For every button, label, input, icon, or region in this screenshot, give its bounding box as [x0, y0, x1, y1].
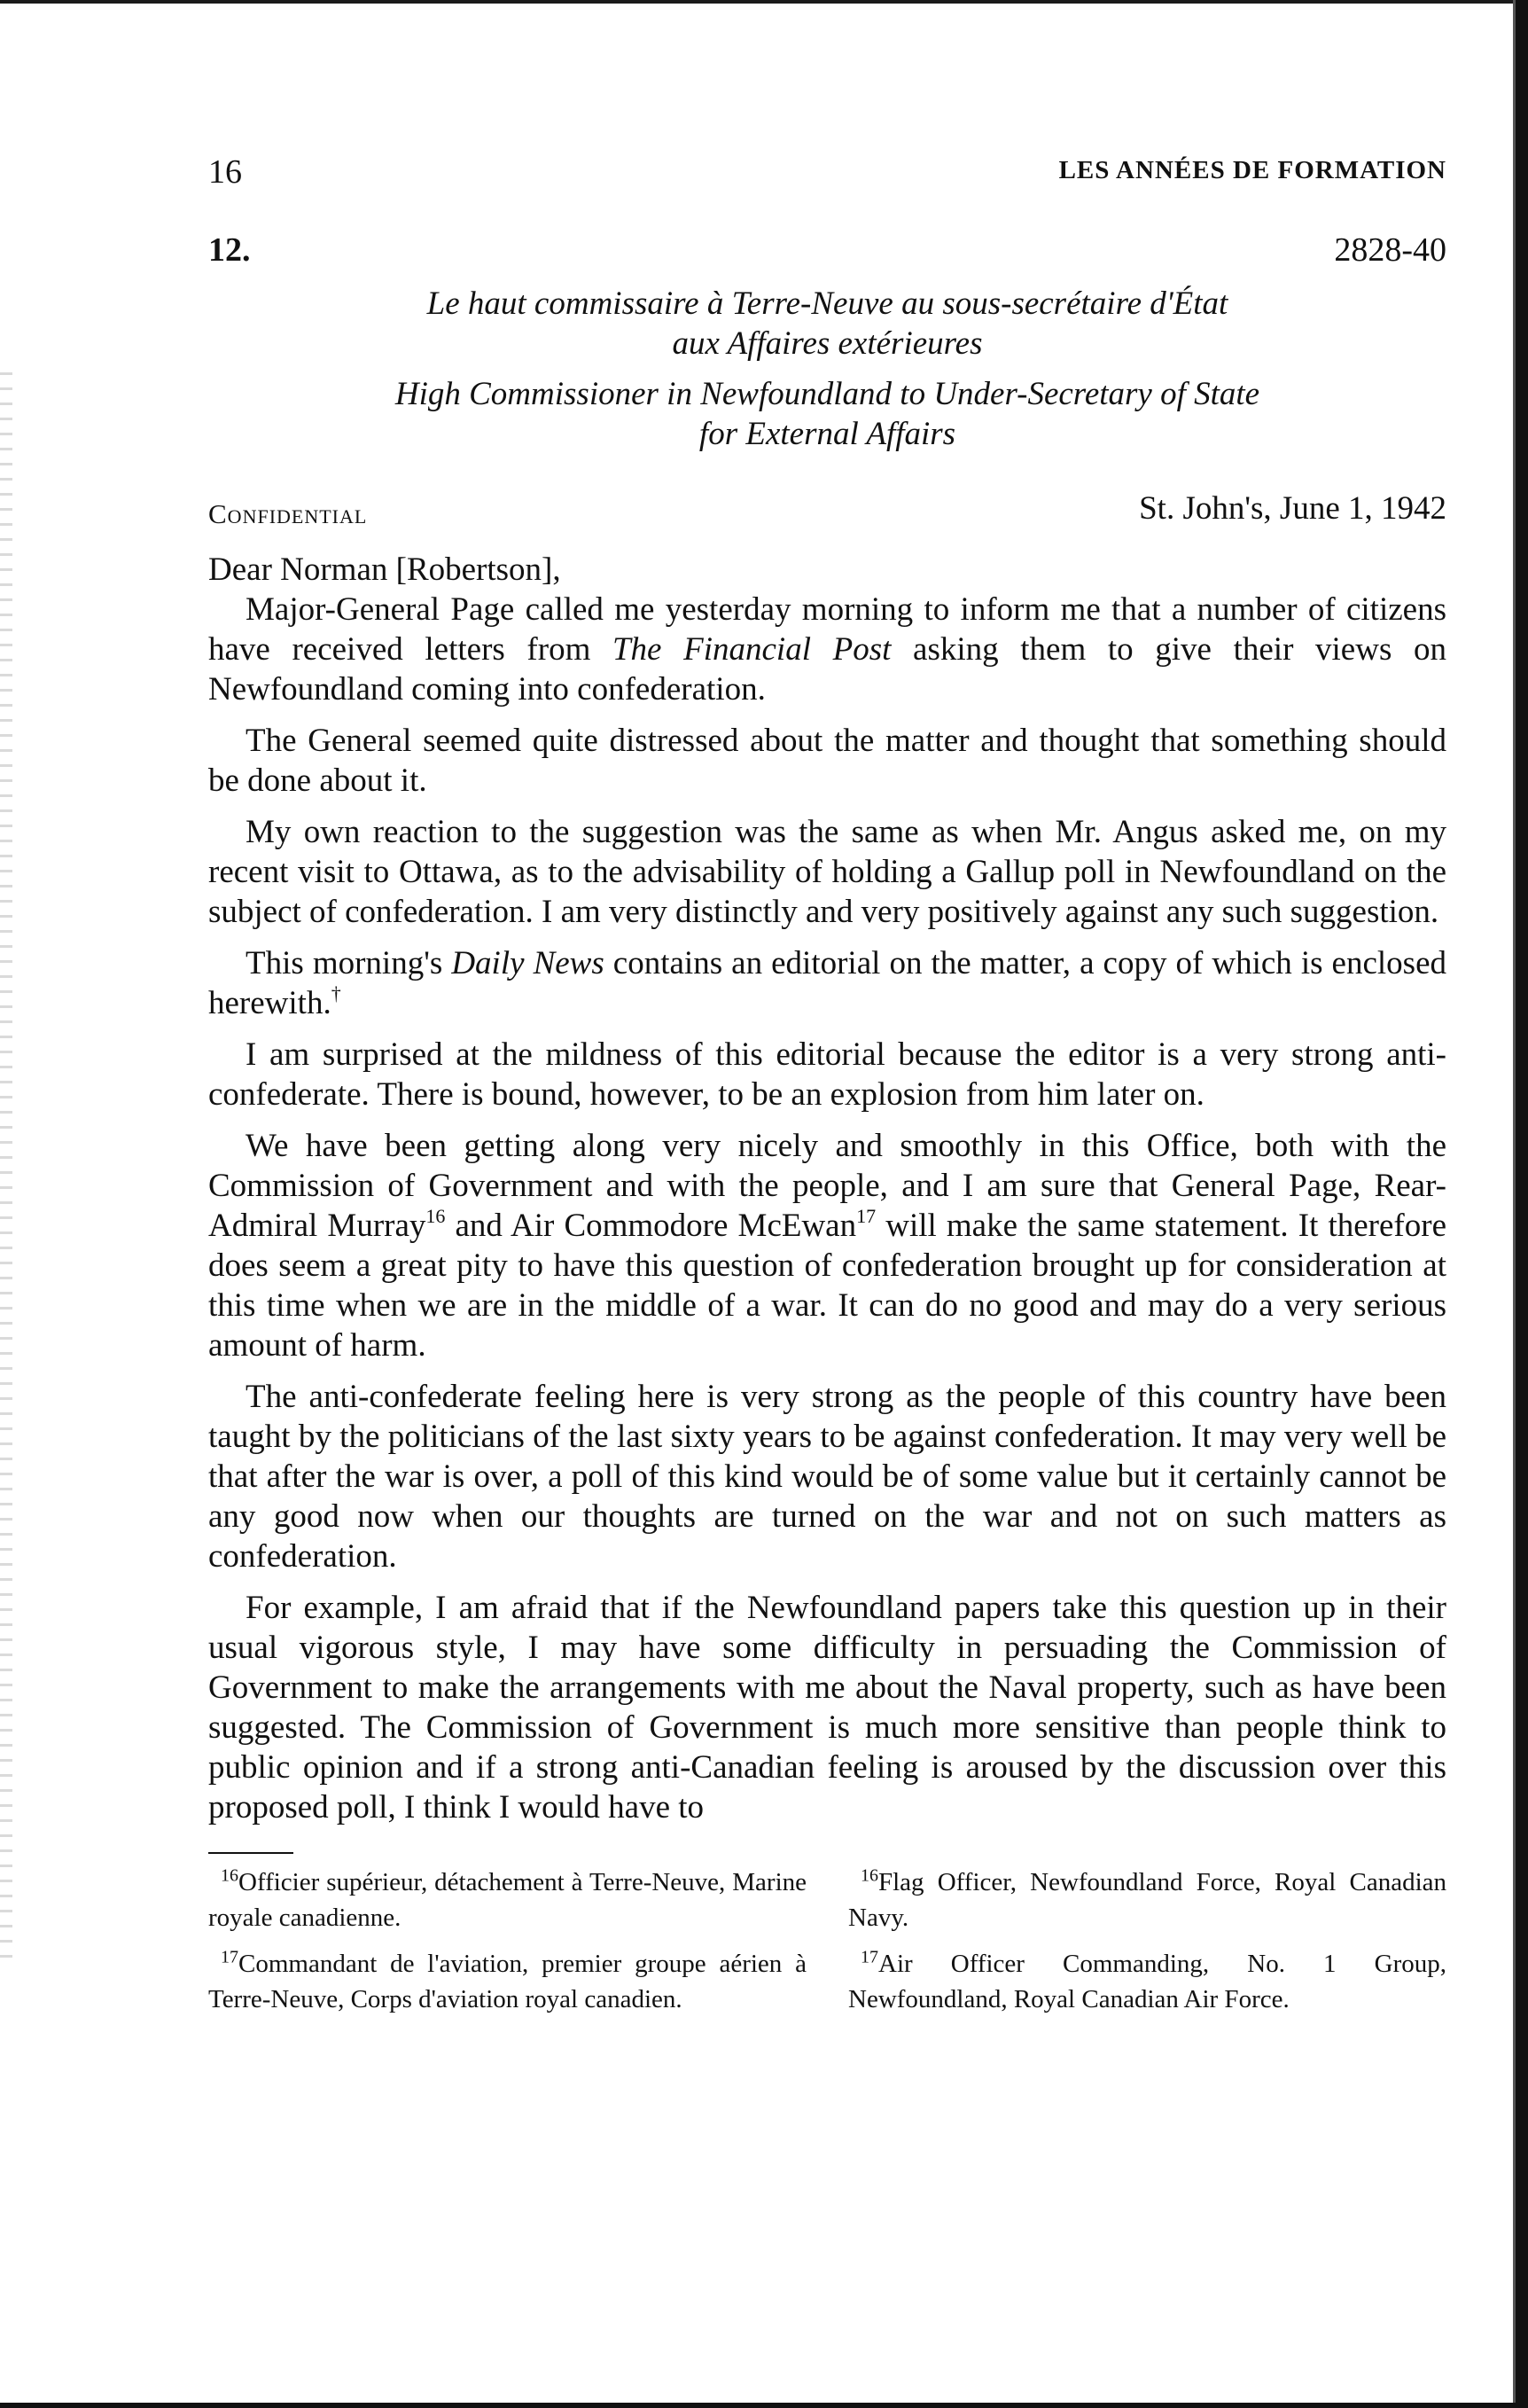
body-paragraph: I am surprised at the mildness of this editorial because the editor is a very strong anti-confederate. There is bound, however, to be an explosion from him later on.	[208, 1036, 1446, 1113]
body-paragraph: This morning's Daily News contains an editorial on the matter, a copy of which is enclosed herewith.†	[208, 945, 1447, 1021]
heading-fr-line: Le haut commissaire à Terre-Neuve au sous-secrétaire d'État	[426, 285, 1228, 322]
scan-right-edge	[1516, 0, 1528, 2408]
body-paragraph: The General seemed quite distressed about the matter and thought that something should be done about it.	[208, 723, 1446, 799]
file-reference: 2828-40	[1334, 231, 1446, 269]
body-paragraph: The anti-confederate feeling here is very strong as the people of this country have been taught by the politicians of the last sixty years to be against confederation. It may very well be that after the war is over, a poll of this kind would be of some value but it certainly cannot be any good now when our thoughts are turned on the war and not on such matters as confederation.	[208, 1379, 1446, 1575]
heading-en-line: for External Affairs	[698, 416, 956, 452]
scan-top-edge	[0, 0, 1528, 4]
footnote: $^{17}$Air Officer Commanding, No. 1 Group, Newfoundland, Royal Canadian Air Force.	[848, 1947, 1446, 2013]
letter-meta	[208, 489, 1446, 543]
footnotes	[208, 1865, 1446, 2028]
publication-title: Daily News	[451, 945, 604, 981]
footnotes-english	[848, 1865, 1446, 2028]
footnote: $^{17}$Commandant de l'aviation, premier groupe aérien à Terre-Neuve, Corps d'aviation royal canadien.	[208, 1947, 807, 2013]
footnote-ref: 16	[425, 1204, 446, 1227]
document-heading	[208, 284, 1446, 454]
place-date: St. John's, June 1, 1942	[1139, 490, 1446, 527]
body-paragraph: For example, I am afraid that if the Newfoundland papers take this question up in their usual vigorous style, I may have some difficulty in persuading the Commission of Government to make the arrangements with me about the Naval property, such as have been suggested. The Commission of Government is much more sensitive than people think to public opinion and if a strong anti-Canadian feeling is aroused by the discussion over this proposed poll, I think I would have to	[208, 1590, 1446, 1826]
body-paragraph: My own reaction to the suggestion was the same as when Mr. Angus asked me, on my recent visit to Ottawa, as to the advisability of holding a Gallup poll in Newfoundland on the subject of confederation. I am very distinctly and very positively against any such suggestion.	[208, 814, 1446, 930]
classification-label: Confidential	[208, 498, 368, 529]
document-header	[208, 231, 1446, 284]
footnote-rule	[208, 1852, 293, 1854]
document-number: 12.	[208, 231, 251, 269]
salutation: Dear Norman [Robertson],	[208, 551, 561, 588]
enclosure-mark: †	[331, 981, 341, 1005]
heading-en-line: High Commissioner in Newfoundland to Under-Secretary of State	[394, 376, 1260, 412]
scan-bottom-edge	[0, 2403, 1528, 2408]
document-page	[208, 142, 1446, 2028]
footnote-ref: 17	[856, 1204, 877, 1227]
body-paragraph: We have been getting along very nicely and smoothly in this Office, both with the Commission of Government and with the people, and I am sure that General Page, Rear-Admiral Murray$^{16}$ and Air Commodore McEwan$^{17}$ will make the same statement. It therefore does seem a great pity to have this question of confederation brought up for consideration at this time when we are in the middle of a war. It can do no good and may do a very serious amount of harm.	[208, 1128, 1446, 1364]
publication-title: The Financial Post	[612, 631, 892, 668]
footnote: $^{16}$Flag Officer, Newfoundland Force, Royal Canadian Navy.	[848, 1865, 1446, 1932]
running-title: LES ANNÉES DE FORMATION	[1058, 156, 1446, 184]
footnotes-french	[208, 1865, 807, 2028]
page-number: 16	[208, 153, 242, 191]
footnote: $^{16}$Officier supérieur, détachement à Terre-Neuve, Marine royale canadienne.	[208, 1865, 807, 1932]
heading-fr-line: aux Affaires extérieures	[672, 325, 983, 362]
letter-body	[208, 590, 1446, 1827]
body-paragraph: Major-General Page called me yesterday morning to inform me that a number of citizens have received letters from The Financial Post asking them to give their views on Newfoundland coming into confederation.	[208, 591, 1446, 708]
running-head	[208, 142, 1446, 195]
scan-binding-marks	[0, 372, 12, 1968]
